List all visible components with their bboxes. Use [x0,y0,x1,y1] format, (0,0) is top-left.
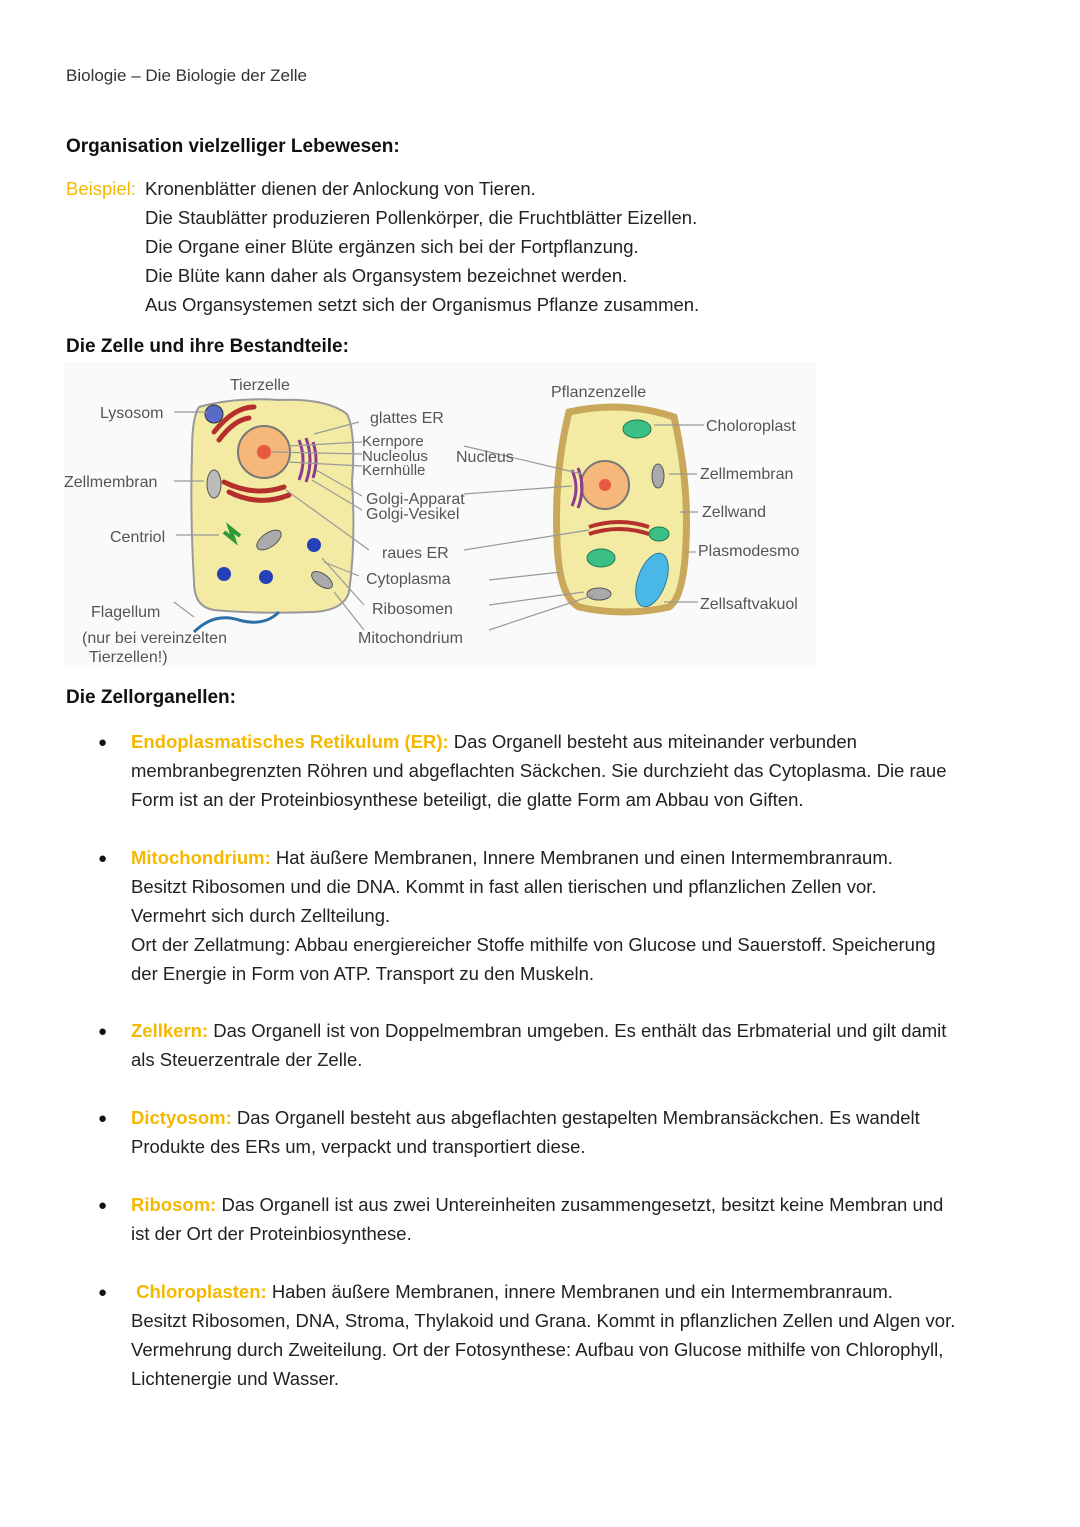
label-centriol: Centriol [110,529,166,546]
label-mitochondrium: Mitochondrium [358,630,463,647]
section-title-organisation: Organisation vielzelliger Lebewesen: [66,136,400,157]
section-title-zellorganellen: Die Zellorganellen: [66,687,236,708]
example-line-5: Aus Organsystemen setzt sich der Organismus Pflanze zusammen. [145,294,700,315]
label-choloroplast: Choloroplast [706,418,796,435]
chloro-line-4: Lichtenergie und Wasser. [131,1368,340,1389]
plant-nucleolus [599,479,611,491]
label-glattes-er: glattes ER [370,410,444,427]
bullet-icon: ● [98,1023,108,1040]
bullet-icon: ● [98,850,108,867]
mito-line-1: Hat äußere Membranen, Innere Membranen und einen Intermembranraum. [275,847,893,868]
organelle-chloroplasten [131,1277,1021,1393]
example-line-1: Kronenblätter dienen der Anlockung von Tieren. [145,178,536,199]
label-zellmembran-left: Zellmembran [64,474,158,491]
dict-line-2: Produkte des ERs um, verpackt und transportiert diese. [131,1136,586,1157]
label-zellmembran-right: Zellmembran [700,466,794,483]
label-cytoplasma: Cytoplasma [366,571,451,588]
kern-line-1: Das Organell ist von Doppelmembran umgeben. Es enthält das Erbmaterial und gilt damit [213,1020,947,1041]
label-flagellum-note-2: Tierzellen!) [89,649,168,666]
example-label: Beispiel: [66,178,136,199]
term-chloroplasten: Chloroplasten: [136,1281,267,1302]
organelle-mitochondrium [131,843,1021,988]
label-nucleus: Nucleus [456,449,514,466]
mito-line-4: Ort der Zellatmung: Abbau energiereicher Stoffe mithilfe von Glucose und Sauerstoff. Speicherung [131,934,936,955]
label-lysosom: Lysosom [100,405,164,422]
label-pflanzenzelle: Pflanzenzelle [551,384,647,401]
plant-mito [652,464,664,488]
label-raues-er: raues ER [382,545,449,562]
kern-line-2: als Steuerzentrale der Zelle. [131,1049,363,1070]
animal-mito-1 [207,470,221,498]
example-line-3: Die Organe einer Blüte ergänzen sich bei der Fortpflanzung. [145,236,639,257]
label-nucleolus: Nucleolus [362,448,428,465]
label-zellwand: Zellwand [702,504,767,521]
term-mitochondrium: Mitochondrium: [131,847,271,868]
label-plasmodesmo: Plasmodesmo [698,543,800,560]
bullet-icon: ● [98,1110,108,1127]
er-line-2: membranbegrenzten Röhren und abgeflachten Säckchen. Sie durchzieht das Cytoplasma. Die raue [131,760,947,781]
organelle-er [131,727,1021,814]
bullet-icon: ● [98,1284,108,1301]
chloro-line-2: Besitzt Ribosomen, DNA, Stroma, Thylakoid und Grana. Kommt in pflanzlichen Zellen und Algen vor. [131,1310,956,1331]
term-er: Endoplasmatisches Retikulum (ER): [131,731,449,752]
bullet-icon: ● [98,1197,108,1214]
organelle-zellkern [131,1016,1021,1074]
example-line-2: Die Staublätter produzieren Pollenkörper, die Fruchtblätter Eizellen. [145,207,698,228]
label-flagellum-note-1: (nur bei vereinzelten [82,630,227,647]
er-line-3: Form ist an der Proteinbiosynthese beteiligt, die glatte Form am Abbau von Giften. [131,789,804,810]
animal-lysosom [205,405,223,423]
ribo-line-1: Das Organell ist aus zwei Untereinheiten zusammengesetzt, besitzt keine Membran und [221,1194,944,1215]
label-tierzelle: Tierzelle [230,377,290,394]
plant-mito-2 [587,588,611,600]
plant-chloroplast-1 [623,420,651,438]
ribo-line-2: ist der Ort der Proteinbiosynthese. [131,1223,412,1244]
ribosome-dot [307,538,321,552]
mito-line-2: Besitzt Ribosomen und die DNA. Kommt in fast allen tierischen und pflanzlichen Zellen vor. [131,876,877,897]
cell-diagram [64,362,816,667]
plant-chloroplast-2 [587,549,615,567]
bullet-icon: ● [98,734,108,751]
flagellum [194,612,279,632]
ribosome-dot [259,570,273,584]
page-header: Biologie – Die Biologie der Zelle [66,66,307,85]
example-line-4: Die Blüte kann daher als Organsystem bezeichnet werden. [145,265,628,286]
label-golgi-apparat: Golgi-Apparat [366,491,465,508]
chloro-line-3: Vermehrung durch Zweiteilung. Ort der Fotosynthese: Aufbau von Glucose mithilfe von Chlorophyll, [131,1339,944,1360]
term-dictyosom: Dictyosom: [131,1107,232,1128]
dict-line-1: Das Organell besteht aus abgeflachten gestapelten Membransäckchen. Es wandelt [236,1107,920,1128]
term-ribosom: Ribosom: [131,1194,217,1215]
plant-chloroplast-3 [649,527,669,541]
label-ribosomen: Ribosomen [372,601,453,618]
organelle-ribosom [131,1190,1021,1248]
chloro-line-1: Haben äußere Membranen, innere Membranen und ein Intermembranraum. [271,1281,893,1302]
organelle-dictyosom [131,1103,1021,1161]
ribosome-dot [217,567,231,581]
plant-cell [557,407,687,612]
er-line-1: Das Organell besteht aus miteinander verbunden [453,731,857,752]
label-kernhuelle: Kernhülle [362,462,426,479]
label-golgi-vesikel: Golgi-Vesikel [366,506,460,523]
animal-nucleolus [257,445,271,459]
mito-line-5: der Energie in Form von ATP. Transport zu den Muskeln. [131,963,595,984]
label-kernpore: Kernpore [362,433,424,450]
section-title-zelle: Die Zelle und ihre Bestandteile: [66,336,349,357]
mito-line-3: Vermehrt sich durch Zellteilung. [131,905,391,926]
term-zellkern: Zellkern: [131,1020,209,1041]
label-flagellum: Flagellum [91,604,161,621]
label-zellsaftvakuol: Zellsaftvakuol [700,596,798,613]
